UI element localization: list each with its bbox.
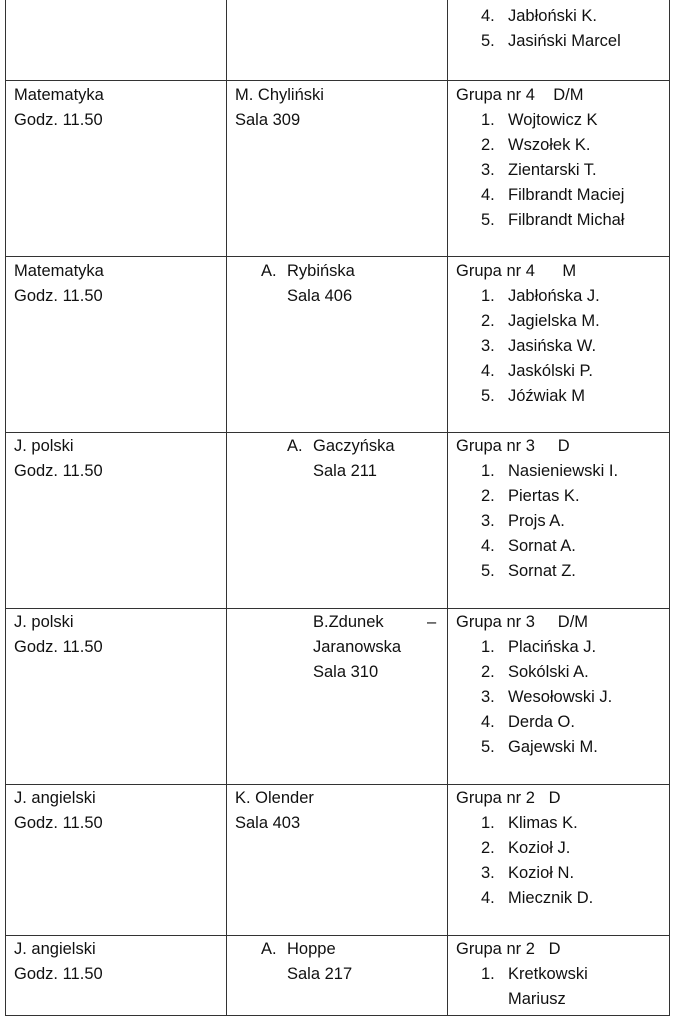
student-name: Wojtowicz K: [508, 111, 598, 129]
student-number: 4.: [481, 362, 495, 380]
student-number: 5.: [481, 32, 495, 50]
student-number: 2.: [481, 312, 495, 330]
student-name: Kozioł J.: [508, 839, 571, 857]
student-name: Jóźwiak M: [508, 387, 586, 405]
student-name: Miecznik D.: [508, 889, 594, 907]
row-border: [5, 935, 670, 936]
group-title: Grupa nr 2 D: [456, 789, 561, 807]
student-name: Kozioł N.: [508, 864, 575, 882]
student-name: Jasiński Marcel: [508, 32, 621, 50]
column-border: [447, 0, 448, 1015]
subject-label: J. angielski: [14, 940, 96, 958]
teacher-label: Rybińska: [287, 262, 355, 280]
row-border: [5, 80, 670, 81]
student-name: Zientarski T.: [508, 161, 597, 179]
time-label: Godz. 11.50: [14, 638, 103, 656]
student-number: 1.: [481, 814, 495, 832]
teacher-list-marker: A.: [261, 940, 277, 958]
teacher-dash: –: [427, 613, 437, 631]
student-name: Jabłoński K.: [508, 7, 597, 25]
group-title: Grupa nr 2 D: [456, 940, 561, 958]
student-number: 3.: [481, 161, 495, 179]
room-label: Sala 309: [235, 111, 301, 129]
student-number: 5.: [481, 738, 495, 756]
time-label: Godz. 11.50: [14, 965, 103, 983]
teacher-list-marker: A.: [261, 262, 277, 280]
subject-label: J. polski: [14, 613, 74, 631]
column-border: [5, 0, 6, 1015]
student-name: Klimas K.: [508, 814, 578, 832]
student-number: 4.: [481, 537, 495, 555]
row-border: [5, 256, 670, 257]
student-number: 4.: [481, 713, 495, 731]
room-label: Sala 403: [235, 814, 301, 832]
column-border: [226, 0, 227, 1015]
subject-label: Matematyka: [14, 262, 104, 280]
row-border: [5, 432, 670, 433]
student-name: Jabłońska J.: [508, 287, 600, 305]
group-title: Grupa nr 4 M: [456, 262, 577, 280]
teacher-label: Gaczyńska: [313, 437, 395, 455]
teacher-label: Jaranowska: [313, 638, 402, 656]
student-name: Sornat A.: [508, 537, 576, 555]
student-name: Gajewski M.: [508, 738, 598, 756]
row-border: [5, 784, 670, 785]
group-title: Grupa nr 3 D/M: [456, 613, 589, 631]
student-name: Jaskólski P.: [508, 362, 593, 380]
student-number: 4.: [481, 7, 495, 25]
student-number: 2.: [481, 136, 495, 154]
teacher-list-marker: A.: [287, 437, 303, 455]
time-label: Godz. 11.50: [14, 287, 103, 305]
student-number: 4.: [481, 186, 495, 204]
student-name: Filbrandt Michał: [508, 211, 625, 229]
student-number: 1.: [481, 638, 495, 656]
student-number: 1.: [481, 462, 495, 480]
group-title: Grupa nr 4 D/M: [456, 86, 584, 104]
time-label: Godz. 11.50: [14, 111, 103, 129]
student-name: Jasińska W.: [508, 337, 597, 355]
student-name: Kretkowski: [508, 965, 588, 983]
student-number: 5.: [481, 562, 495, 580]
student-number: 5.: [481, 387, 495, 405]
student-number: 5.: [481, 211, 495, 229]
student-number: 1.: [481, 287, 495, 305]
student-name: Jagielska M.: [508, 312, 600, 330]
student-name: Filbrandt Maciej: [508, 186, 625, 204]
teacher-label: Hoppe: [287, 940, 336, 958]
student-number: 2.: [481, 663, 495, 681]
student-name: Nasieniewski I.: [508, 462, 619, 480]
student-number: 1.: [481, 965, 495, 983]
student-name: Mariusz: [508, 990, 566, 1008]
student-name: Placińska J.: [508, 638, 597, 656]
row-border: [5, 608, 670, 609]
room-label: Sala 406: [287, 287, 353, 305]
time-label: Godz. 11.50: [14, 814, 103, 832]
teacher-label: K. Olender: [235, 789, 314, 807]
student-name: Derda O.: [508, 713, 575, 731]
student-number: 2.: [481, 839, 495, 857]
row-border: [5, 1015, 670, 1016]
teacher-label: M. Chyliński: [235, 86, 324, 104]
student-name: Piertas K.: [508, 487, 580, 505]
student-name: Wesołowski J.: [508, 688, 613, 706]
student-number: 4.: [481, 889, 495, 907]
student-name: Wszołek K.: [508, 136, 591, 154]
room-label: Sala 217: [287, 965, 353, 983]
student-name: Projs A.: [508, 512, 565, 530]
teacher-label: B.Zdunek: [313, 613, 384, 631]
time-label: Godz. 11.50: [14, 462, 103, 480]
subject-label: Matematyka: [14, 86, 104, 104]
student-name: Sornat Z.: [508, 562, 576, 580]
subject-label: J. angielski: [14, 789, 96, 807]
student-number: 1.: [481, 111, 495, 129]
student-number: 3.: [481, 337, 495, 355]
student-number: 3.: [481, 688, 495, 706]
column-border: [669, 0, 670, 1015]
student-number: 3.: [481, 512, 495, 530]
group-title: Grupa nr 3 D: [456, 437, 570, 455]
student-name: Sokólski A.: [508, 663, 589, 681]
student-number: 2.: [481, 487, 495, 505]
room-label: Sala 310: [313, 663, 379, 681]
subject-label: J. polski: [14, 437, 74, 455]
student-number: 3.: [481, 864, 495, 882]
room-label: Sala 211: [313, 462, 377, 480]
